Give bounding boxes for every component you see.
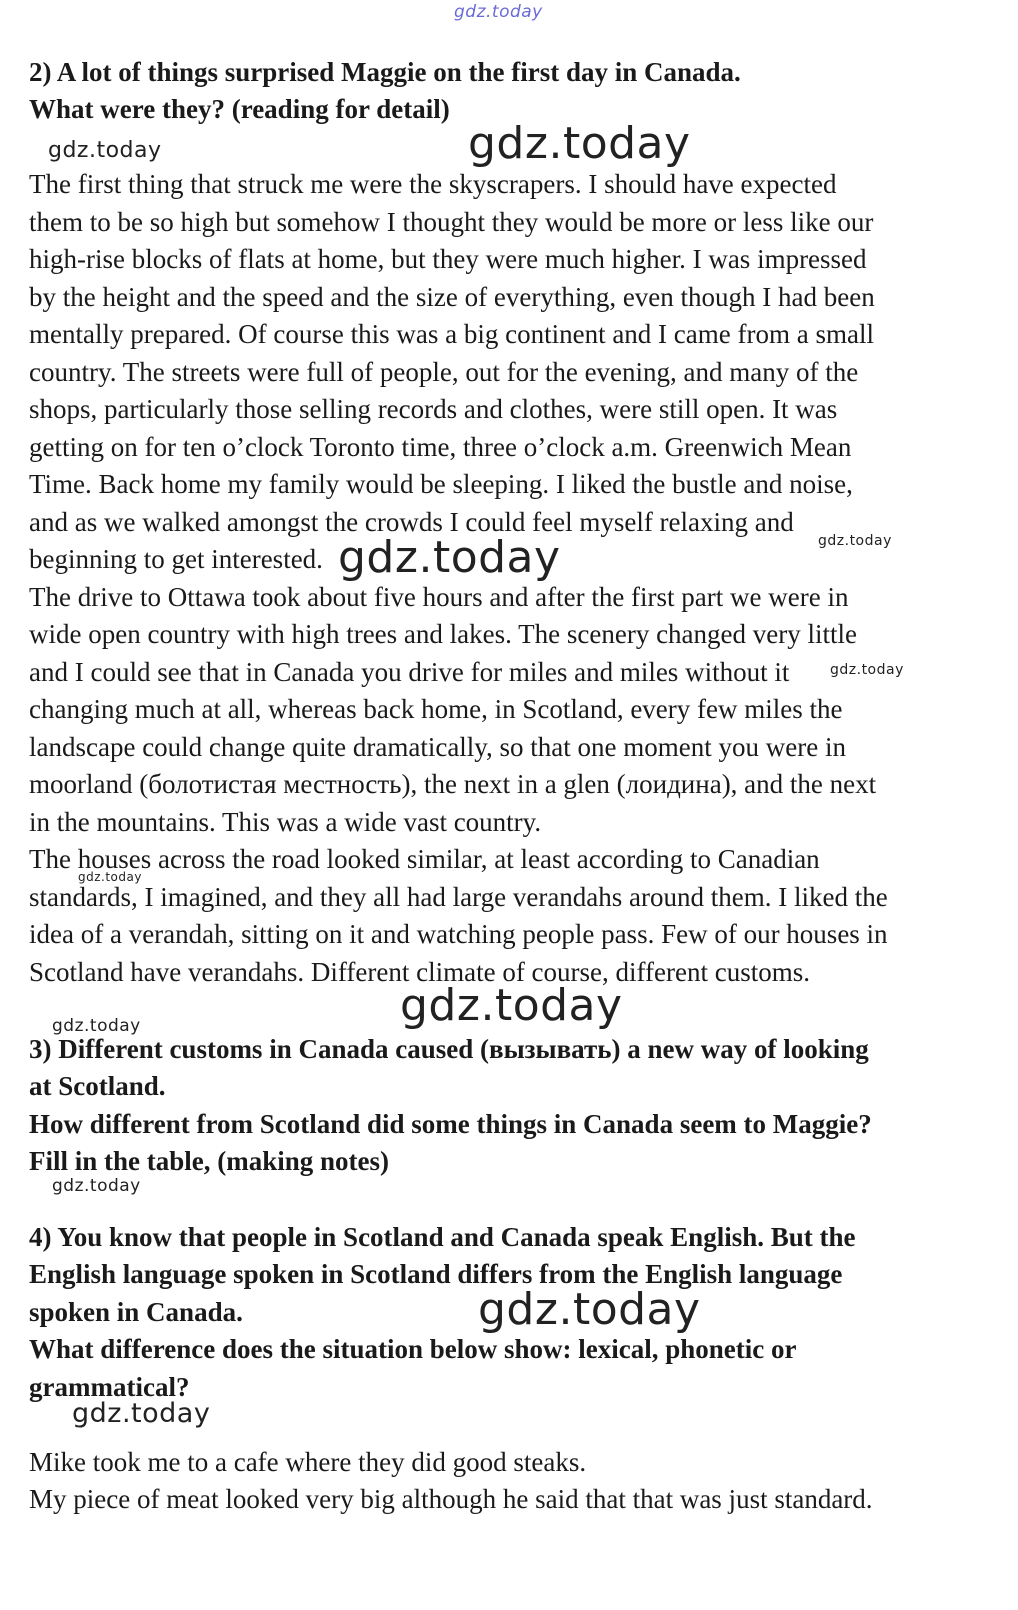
- watermark: gdz.today: [400, 980, 623, 1031]
- watermark: gdz.today: [78, 870, 142, 884]
- body-line: mentally prepared. Of course this was a big continent and I came from a small: [29, 319, 874, 349]
- section3-heading-line: Fill in the table, (making notes): [29, 1146, 390, 1176]
- watermark: gdz.today: [478, 1284, 701, 1335]
- watermark: gdz.today: [818, 533, 892, 549]
- body-line: in the mountains. This was a wide vast country.: [29, 807, 542, 837]
- body-line: wide open country with high trees and lakes. The scenery changed very little: [29, 619, 857, 649]
- body-line: shops, particularly those selling records and clothes, were still open. It was: [29, 394, 838, 424]
- body-line: landscape could change quite dramatically, so that one moment you were in: [29, 732, 846, 762]
- section4-heading-line: spoken in Canada.: [29, 1297, 243, 1327]
- body-line: Mike took me to a cafe where they did good steaks.: [29, 1447, 587, 1477]
- body-line: The houses across the road looked similar, at least according to Canadian: [29, 844, 820, 874]
- section2-heading-line: 2) A lot of things surprised Maggie on the first day in Canada.: [29, 57, 741, 87]
- watermark: gdz.today: [830, 662, 904, 678]
- watermark: gdz.today: [338, 532, 561, 583]
- body-line: high-rise blocks of flats at home, but they were much higher. I was impressed: [29, 244, 867, 274]
- section4-heading-line: grammatical?: [29, 1372, 190, 1402]
- body-line: Scotland have verandahs. Different climate of course, different customs.: [29, 957, 810, 987]
- section3-heading-line: How different from Scotland did some things in Canada seem to Maggie?: [29, 1109, 872, 1139]
- body-line: by the height and the speed and the size of everything, even though I had been: [29, 282, 875, 312]
- body-line: My piece of meat looked very big although he said that that was just standard.: [29, 1484, 873, 1514]
- section3-heading-line: at Scotland.: [29, 1071, 166, 1101]
- body-line: idea of a verandah, sitting on it and watching people pass. Few of our houses in: [29, 919, 888, 949]
- watermark-top: gdz.today: [454, 2, 543, 22]
- body-line: standards, I imagined, and they all had large verandahs around them. I liked the: [29, 882, 888, 912]
- section3-heading-line: 3) Different customs in Canada caused (вызывать) a new way of looking: [29, 1034, 869, 1064]
- watermark: gdz.today: [48, 138, 162, 163]
- body-line: getting on for ten o’clock Toronto time, three o’clock a.m. Greenwich Mean: [29, 432, 852, 462]
- watermark: gdz.today: [52, 1176, 141, 1196]
- watermark: gdz.today: [72, 1398, 211, 1429]
- body-line: changing much at all, whereas back home, in Scotland, every few miles the: [29, 694, 843, 724]
- body-line: moorland (болотистая местность), the next in a glen (лоидина), and the next: [29, 769, 877, 799]
- section4-heading-line: 4) You know that people in Scotland and Canada speak English. But the: [29, 1222, 856, 1252]
- body-line: and I could see that in Canada you drive for miles and miles without it: [29, 657, 790, 687]
- body-line: The drive to Ottawa took about five hours and after the first part we were in: [29, 582, 849, 612]
- body-line: them to be so high but somehow I thought they would be more or less like our: [29, 207, 874, 237]
- body-line: beginning to get interested.: [29, 544, 323, 574]
- body-line: country. The streets were full of people, out for the evening, and many of the: [29, 357, 859, 387]
- section2-heading-line: What were they? (reading for detail): [29, 94, 450, 124]
- section4-heading-line: What difference does the situation below show: lexical, phonetic or: [29, 1334, 797, 1364]
- section4-heading-line: English language spoken in Scotland differs from the English language: [29, 1259, 843, 1289]
- watermark: gdz.today: [52, 1016, 141, 1036]
- body-line: Time. Back home my family would be sleeping. I liked the bustle and noise,: [29, 469, 853, 499]
- watermark: gdz.today: [468, 118, 691, 169]
- body-line: The first thing that struck me were the skyscrapers. I should have expected: [29, 169, 837, 199]
- body-line: and as we walked amongst the crowds I could feel myself relaxing and: [29, 507, 794, 537]
